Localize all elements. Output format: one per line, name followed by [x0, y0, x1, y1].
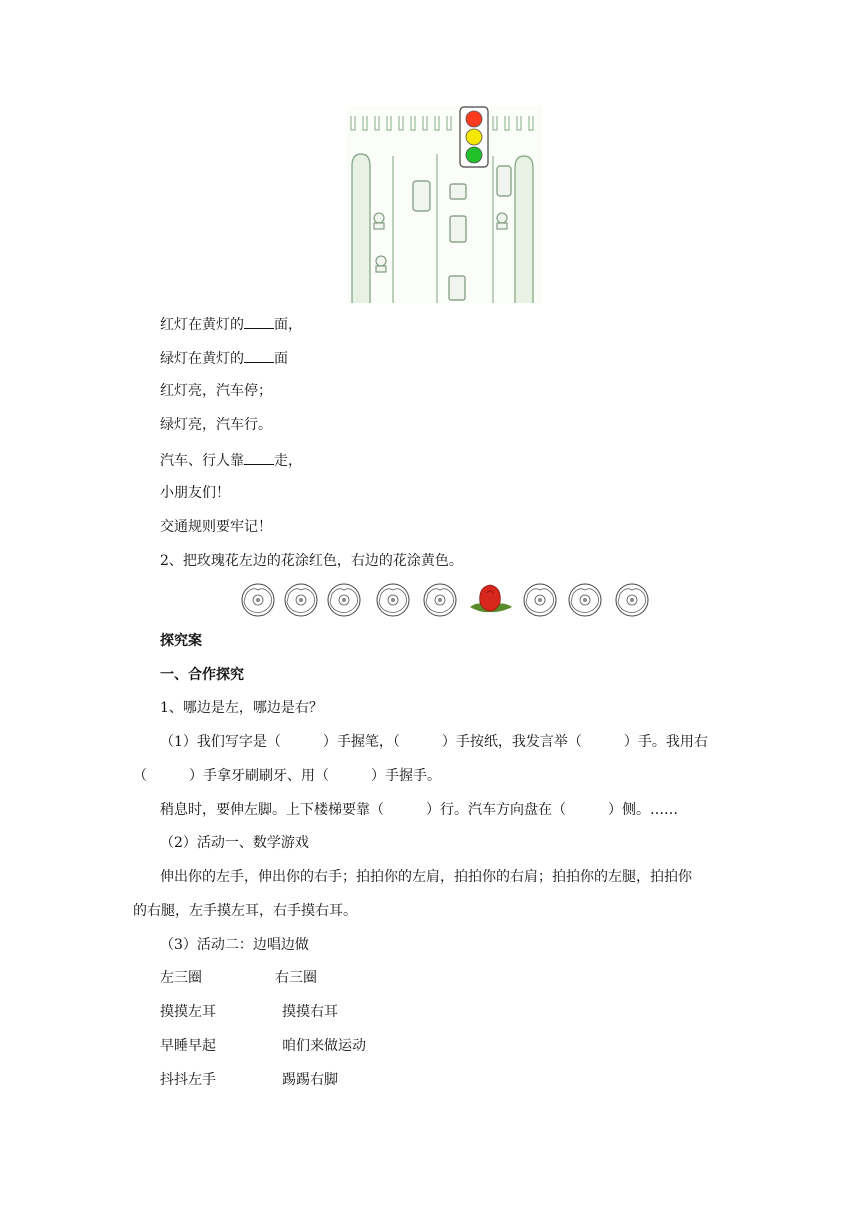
flower-8 [616, 584, 648, 616]
song-line-2-left: 摸摸左耳 [160, 1004, 216, 1020]
activity-1-text: 伸出你的左手，伸出你的右手；拍拍你的左肩，拍拍你的右肩；拍拍你的左腿，拍拍你 [160, 869, 692, 885]
flower-5 [424, 584, 456, 616]
question-1: 1、哪边是左，哪边是右？ [160, 700, 323, 716]
poem-line-7: 交通规则要牢记！ [160, 519, 272, 535]
blank-3[interactable] [244, 450, 274, 465]
flower-6 [524, 584, 556, 616]
poem-line-5: 汽车、行人靠 走， [160, 450, 302, 470]
song-line-1-left: 左三圈 [160, 970, 202, 986]
subsection-title: 一、合作探究 [160, 667, 244, 683]
activity-2-title: （3）活动二：边唱边做 [160, 937, 309, 953]
red-light [466, 111, 482, 127]
blank-2[interactable] [244, 348, 274, 363]
flower-7 [569, 584, 601, 616]
flower-3 [328, 584, 360, 616]
poem-line-4: 绿灯亮，汽车行。 [160, 417, 272, 433]
flower-row [238, 580, 654, 620]
song-line-2-right: 摸摸右耳 [282, 1004, 338, 1020]
flower-2 [285, 584, 317, 616]
flower-4 [377, 584, 409, 616]
green-light [466, 147, 482, 163]
poem-line-6: 小朋友们！ [160, 485, 230, 501]
poem-line-3: 红灯亮，汽车停； [160, 383, 272, 399]
poem-line-1: 红灯在黄灯的 面， [160, 314, 302, 334]
song-line-1-right: 右三圈 [275, 970, 317, 986]
activity-1-text-cont: 的右腿，左手摸左耳，右手摸右耳。 [133, 903, 357, 919]
song-line-3-left: 早睡早起 [160, 1038, 216, 1054]
traffic-scene-illustration [347, 106, 542, 303]
question-1-part-1-cont: （ ）手拿牙刷刷牙、用（ ）手握手。 [133, 768, 441, 784]
section-title: 探究案 [160, 633, 202, 649]
blank-1[interactable] [244, 314, 274, 329]
poem-line-2: 绿灯在黄灯的 面 [160, 348, 288, 368]
activity-1-title: （2）活动一、数学游戏 [160, 835, 309, 851]
song-line-4-left: 抖抖左手 [160, 1072, 216, 1088]
rose [470, 585, 512, 612]
song-line-4-right: 踢踢右脚 [282, 1072, 338, 1088]
traffic-light [460, 107, 488, 167]
question-1-part-1: （1）我们写字是（ ）手握笔，（ ）手按纸，我发言举（ ）手。我用右 [160, 734, 708, 750]
song-line-3-right: 咱们来做运动 [282, 1038, 366, 1054]
yellow-light [466, 129, 482, 145]
question-2: 2、把玫瑰花左边的花涂红色，右边的花涂黄色。 [160, 553, 463, 569]
question-1-part-2: 稍息时，要伸左脚。上下楼梯要靠（ ）行。汽车方向盘在（ ）侧。…… [160, 802, 678, 818]
flower-1 [242, 584, 274, 616]
